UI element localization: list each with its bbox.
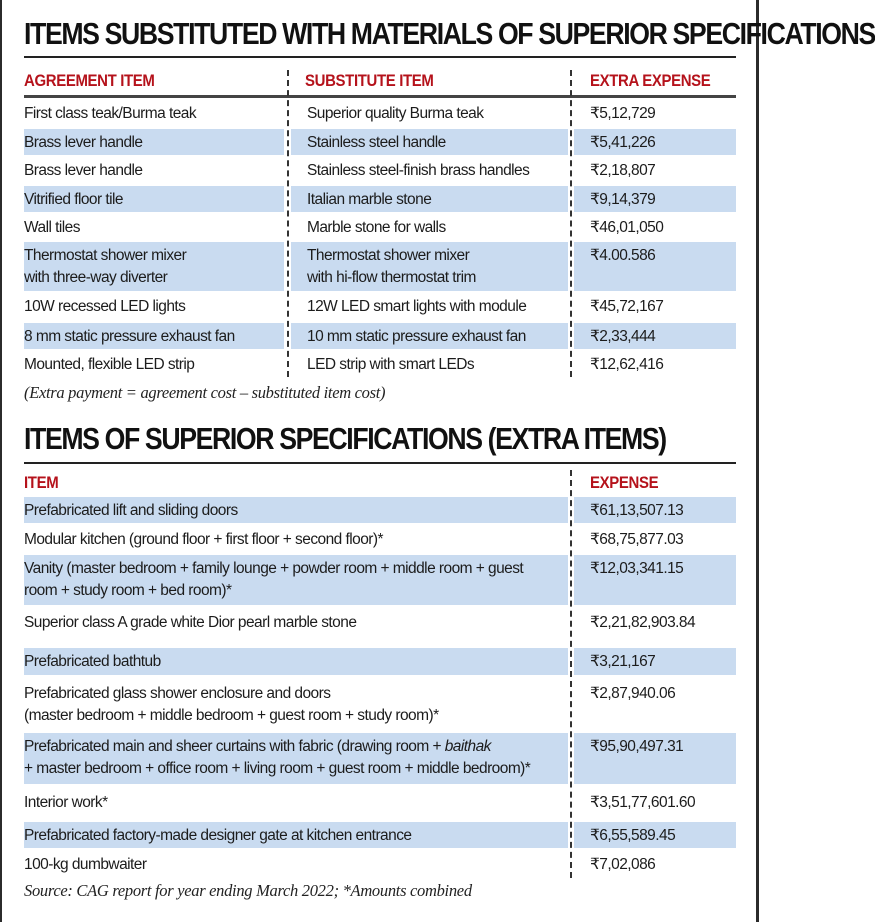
substitute-item-cell: Italian marble stone xyxy=(307,191,432,208)
agreement-item-cell: Brass lever handle xyxy=(24,162,143,179)
expense-cell: ₹61,13,507.13 xyxy=(590,502,684,519)
substitute-item-cell: Marble stone for walls xyxy=(307,219,446,236)
item-cell: Prefabricated main and sheer curtains with fabric (drawing room + baithak + master bedroom + office room + living room + guest room + middle bedroom)* xyxy=(24,738,531,777)
substitute-item-cell: LED strip with smart LEDs xyxy=(307,356,475,373)
extra-item-row xyxy=(24,851,736,878)
section2-title: ITEMS OF SUPERIOR SPECIFICATIONS (EXTRA ITEMS) xyxy=(24,421,666,456)
item-cell: Modular kitchen (ground floor + first floor + second floor)* xyxy=(24,531,383,548)
section1-title: ITEMS SUBSTITUTED WITH MATERIALS OF SUPERIOR SPECIFICATIONS xyxy=(24,16,875,51)
substitute-item-cell: Thermostat shower mixer with hi-flow thermostat trim xyxy=(307,247,476,286)
item-cell: Prefabricated lift and sliding doors xyxy=(24,502,238,519)
agreement-item-cell: 10W recessed LED lights xyxy=(24,298,186,315)
item-cell: Prefabricated glass shower enclosure and doors (master bedroom + middle bedroom + guest room + study room)* xyxy=(24,685,439,724)
expense-cell: ₹12,03,341.15 xyxy=(590,560,684,577)
frame-border-right xyxy=(756,0,759,922)
substitution-row xyxy=(24,129,736,155)
extra-expense-cell: ₹12,62,416 xyxy=(590,356,664,373)
agreement-item-cell: Brass lever handle xyxy=(24,134,143,151)
section2-title-rule xyxy=(24,462,736,464)
header-expense: EXPENSE xyxy=(590,473,659,492)
section1-header-rule xyxy=(24,95,736,98)
expense-cell: ₹3,51,77,601.60 xyxy=(590,794,696,811)
extra-item-row xyxy=(24,733,736,784)
substitution-row xyxy=(24,214,736,241)
extra-expense-cell: ₹2,18,807 xyxy=(590,162,656,179)
expense-cell: ₹2,87,940.06 xyxy=(590,685,676,702)
extra-expense-cell: ₹45,72,167 xyxy=(590,298,664,315)
substitute-item-cell: 10 mm static pressure exhaust fan xyxy=(307,328,526,345)
italic-term: baithak xyxy=(444,738,491,755)
item-cell: Interior work* xyxy=(24,794,108,811)
extra-item-row xyxy=(24,789,736,816)
expense-cell: ₹68,75,877.03 xyxy=(590,531,684,548)
substitute-item-cell: 12W LED smart lights with module xyxy=(307,298,527,315)
agreement-item-cell: Mounted, flexible LED strip xyxy=(24,356,195,373)
expense-cell: ₹95,90,497.31 xyxy=(590,738,684,755)
substitute-item-cell: Stainless steel handle xyxy=(307,134,446,151)
extra-expense-cell: ₹46,01,050 xyxy=(590,219,664,236)
item-cell: Prefabricated factory-made designer gate at kitchen entrance xyxy=(24,827,412,844)
extra-expense-cell: ₹9,14,379 xyxy=(590,191,656,208)
expense-cell: ₹3,21,167 xyxy=(590,653,656,670)
extra-item-row xyxy=(24,680,736,726)
extra-item-row xyxy=(24,555,736,605)
extra-expense-cell: ₹4.00.586 xyxy=(590,247,656,264)
header-substitute-item: SUBSTITUTE ITEM xyxy=(305,71,434,90)
expense-cell: ₹7,02,086 xyxy=(590,856,656,873)
agreement-item-cell: Thermostat shower mixer with three-way diverter xyxy=(24,247,187,286)
item-cell: Prefabricated bathtub xyxy=(24,653,161,670)
extra-item-row xyxy=(24,609,736,636)
extra-item-row xyxy=(24,822,736,848)
header-extra-expense: EXTRA EXPENSE xyxy=(590,71,711,90)
substitution-row xyxy=(24,351,736,378)
substitution-row xyxy=(24,157,736,184)
substitution-row xyxy=(24,323,736,349)
substitution-row xyxy=(24,186,736,212)
source-note: Source: CAG report for year ending March 2022; *Amounts combined xyxy=(24,881,472,900)
extra-item-row xyxy=(24,526,736,553)
extra-expense-cell: ₹5,12,729 xyxy=(590,105,656,122)
item-cell: 100-kg dumbwaiter xyxy=(24,856,147,873)
substitute-item-cell: Superior quality Burma teak xyxy=(307,105,484,122)
calculation-note: (Extra payment = agreement cost – substituted item cost) xyxy=(24,383,386,402)
substitution-row xyxy=(24,100,736,128)
extra-expense-cell: ₹5,41,226 xyxy=(590,134,656,151)
agreement-item-cell: Wall tiles xyxy=(24,219,80,236)
extra-item-row xyxy=(24,648,736,675)
frame-border-left xyxy=(0,0,2,922)
agreement-item-cell: Vitrified floor tile xyxy=(24,191,123,208)
header-agreement-item: AGREEMENT ITEM xyxy=(24,71,155,90)
substitution-row xyxy=(24,293,736,321)
section1-title-rule xyxy=(24,56,736,58)
agreement-item-cell: First class teak/Burma teak xyxy=(24,105,197,122)
item-cell: Superior class A grade white Dior pearl marble stone xyxy=(24,614,357,631)
extra-item-row xyxy=(24,497,736,523)
substitute-item-cell: Stainless steel-finish brass handles xyxy=(307,162,530,179)
expense-cell: ₹2,21,82,903.84 xyxy=(590,614,696,631)
extra-expense-cell: ₹2,33,444 xyxy=(590,328,656,345)
header-item: ITEM xyxy=(24,473,59,492)
agreement-item-cell: 8 mm static pressure exhaust fan xyxy=(24,328,235,345)
expense-cell: ₹6,55,589.45 xyxy=(590,827,676,844)
substitution-row xyxy=(24,242,736,291)
item-cell: Vanity (master bedroom + family lounge + powder room + middle room + guest room + study room + bed room)* xyxy=(24,560,524,599)
